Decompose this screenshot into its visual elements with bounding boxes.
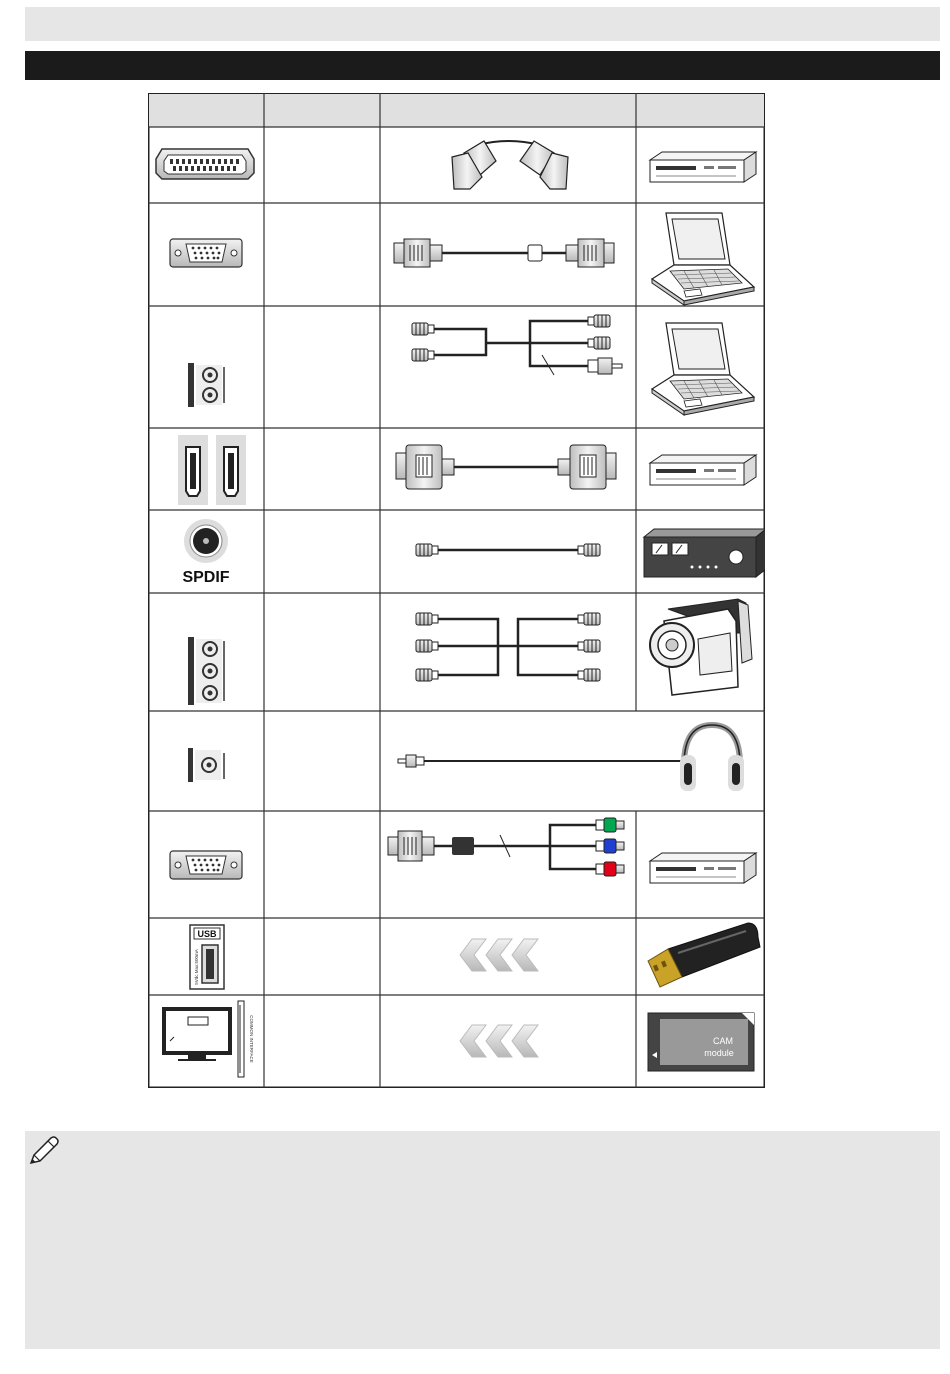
audio-lr-socket-icon xyxy=(188,363,224,407)
vga-socket-icon xyxy=(170,239,242,267)
dvd-player-icon xyxy=(650,455,756,485)
usb-rating-label: 5Vdc Max:500mA xyxy=(194,949,199,985)
dvd-player-icon xyxy=(650,853,756,883)
dvd-player-icon xyxy=(650,152,756,182)
vga-socket-icon xyxy=(170,851,242,879)
cam-label: CAM xyxy=(713,1036,733,1046)
insert-arrows-icon xyxy=(460,1025,538,1057)
amplifier-icon xyxy=(644,529,765,577)
usb-label: USB xyxy=(197,929,217,939)
pencil-note-icon xyxy=(27,1133,61,1167)
note-box xyxy=(25,1131,940,1349)
insert-arrows-icon xyxy=(460,939,538,971)
connections-table xyxy=(148,93,765,1088)
spdif-socket-icon xyxy=(184,519,228,563)
scart-socket-icon xyxy=(156,149,254,179)
common-interface-label: COMMON INTERFACE xyxy=(249,1015,254,1063)
cam-module-icon xyxy=(648,1013,754,1071)
top-band xyxy=(25,7,940,41)
cam-module-label: module xyxy=(704,1048,734,1058)
spdif-label: SPDIF xyxy=(182,569,230,586)
section-title-bar xyxy=(25,51,940,80)
av-socket-icon xyxy=(188,637,224,705)
